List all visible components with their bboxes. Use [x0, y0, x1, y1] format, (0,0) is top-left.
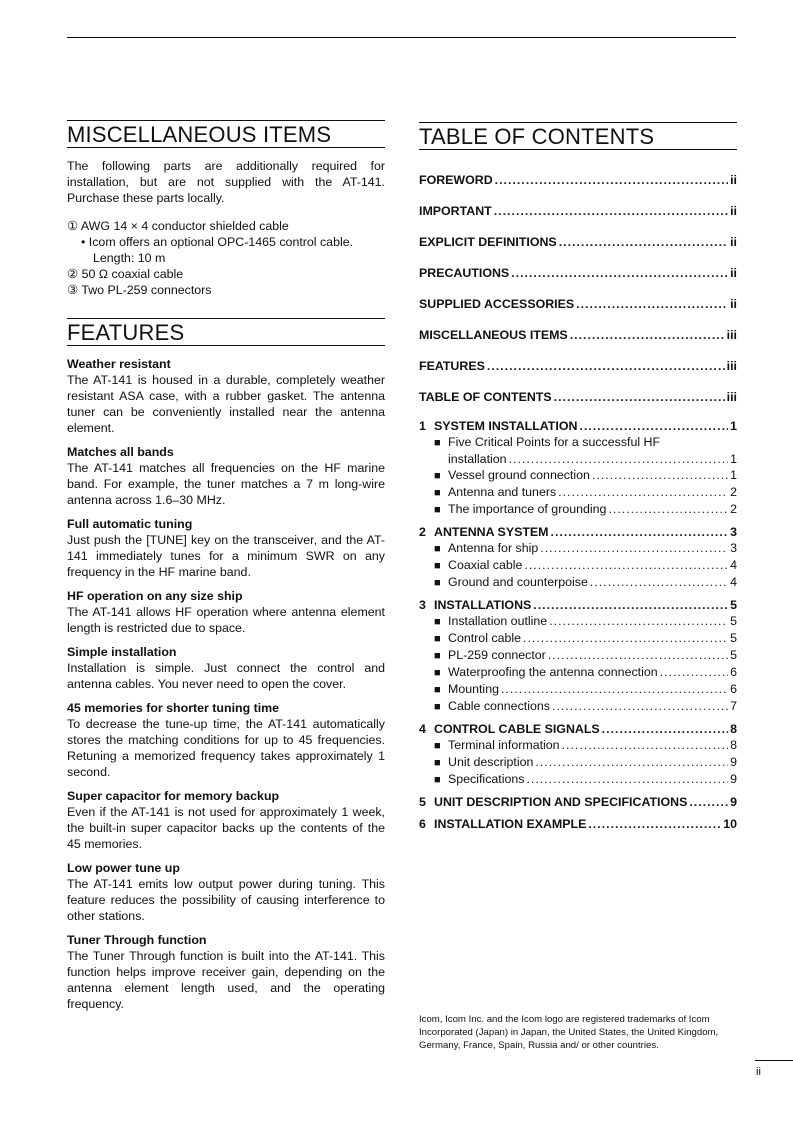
toc-section-title: UNIT DESCRIPTION AND SPECIFICATIONS — [434, 795, 688, 809]
toc-entry[interactable] — [419, 327, 737, 343]
toc-subentry[interactable] — [419, 557, 737, 574]
misc-item-text: Length: 10 m — [93, 251, 166, 265]
toc-subentry-page: 9 — [730, 772, 737, 786]
toc-subentry-label: installation — [448, 452, 507, 466]
misc-item-text: Two PL-259 connectors — [81, 283, 212, 297]
square-bullet-icon: ■ — [434, 757, 441, 769]
feature-heading: HF operation on any size ship — [67, 589, 243, 603]
toc-entry-page: ii — [730, 173, 737, 187]
toc-entry-label: TABLE OF CONTENTS — [419, 390, 552, 404]
toc-section-page: 1 — [730, 419, 737, 433]
toc-section-title: CONTROL CABLE SIGNALS — [434, 722, 600, 736]
feature-body: Even if the AT-141 is not used for approximately 1 week, the built-in super capacitor backs up the contents of the 45 memories. — [67, 805, 385, 851]
feature-heading: 45 memories for shorter tuning time — [67, 701, 280, 715]
misc-intro: The following parts are additionally required for installation, but are not supplied with the AT-141. Purchase these parts locally. — [67, 159, 385, 205]
features-title: FEATURES — [67, 318, 385, 346]
toc-subentry-label: The importance of grounding — [448, 502, 607, 516]
feature-body: The Tuner Through function is built into the AT-141. This function helps improve receiver gain, depending on the antenna element length used, and the operating frequency. — [67, 949, 385, 1011]
toc-entry[interactable] — [419, 296, 737, 312]
toc-section-number: 1 — [419, 419, 426, 433]
toc-leader-dots — [501, 681, 728, 697]
toc-entry-label: PRECAUTIONS — [419, 266, 510, 280]
footer-rule — [755, 1060, 793, 1061]
toc-leader-dots — [562, 737, 729, 753]
features-list — [67, 356, 385, 1012]
toc-subentry-label: Ground and counterpoise — [448, 575, 588, 589]
toc-entry-label: MISCELLANEOUS ITEMS — [419, 328, 568, 342]
toc-subentry-label: Waterproofing the antenna connection — [448, 665, 658, 679]
toc-entry-page: ii — [730, 235, 737, 249]
toc-section — [419, 721, 737, 788]
toc-leader-dots — [552, 698, 728, 714]
toc-subentry[interactable] — [419, 698, 737, 715]
toc-section-label — [419, 418, 577, 434]
misc-item-marker: ② — [67, 267, 79, 281]
toc-subentry-page: 9 — [730, 755, 737, 769]
toc-section-entry[interactable] — [419, 816, 737, 832]
toc-subentry[interactable] — [419, 574, 737, 591]
toc-subentry-page: 5 — [730, 614, 737, 628]
toc-title: TABLE OF CONTENTS — [419, 122, 737, 150]
square-bullet-icon: ■ — [434, 701, 441, 713]
toc-section-page: 3 — [730, 525, 737, 539]
toc-subentry-page: 2 — [730, 502, 737, 516]
toc-subentry[interactable] — [419, 737, 737, 754]
toc-entry[interactable] — [419, 265, 737, 281]
toc-section-entry[interactable] — [419, 418, 737, 434]
feature-body: The AT-141 matches all frequencies on the HF marine band. For example, the tuner matches a 7 m long-wire antenna across 1.6–30 MHz. — [67, 461, 385, 507]
toc-entry[interactable] — [419, 389, 737, 405]
toc-leader-dots — [602, 721, 728, 737]
misc-item-text: Icom offers an optional OPC-1465 control cable. — [88, 235, 354, 249]
toc-leader-dots — [494, 203, 728, 219]
toc-section-number: 3 — [419, 598, 426, 612]
toc-section — [419, 597, 737, 715]
toc-subentry[interactable] — [419, 434, 737, 451]
square-bullet-icon: ■ — [434, 684, 441, 696]
toc-entry-page: iii — [726, 390, 737, 404]
toc-subentry-label: Cable connections — [448, 699, 550, 713]
toc-subentry-label: Five Critical Points for a successful HF — [448, 435, 661, 449]
feature-heading: Weather resistant — [67, 357, 171, 371]
feature-item — [67, 860, 385, 924]
toc-subentry-page: 6 — [730, 665, 737, 679]
toc-subentry-label: Control cable — [448, 631, 522, 645]
toc-entry-label: IMPORTANT — [419, 204, 492, 218]
toc-section-label — [419, 721, 600, 737]
toc-subentry[interactable] — [419, 754, 737, 771]
misc-item-text: AWG 14 × 4 conductor shielded cable — [80, 219, 289, 233]
toc-entry-label: SUPPLIED ACCESSORIES — [419, 297, 575, 311]
toc-subentry-page: 4 — [730, 558, 737, 572]
toc-subentry-page: 5 — [730, 631, 737, 645]
toc-section-label — [419, 794, 687, 810]
toc-section-title: INSTALLATIONS — [434, 598, 532, 612]
toc-subentry[interactable] — [419, 681, 737, 698]
toc-leader-dots — [579, 418, 728, 434]
toc-entry-page: iii — [726, 359, 737, 373]
toc-section-number: 2 — [419, 525, 426, 539]
toc-section-page: 5 — [730, 598, 737, 612]
toc-leader-dots — [608, 501, 728, 517]
toc-section-page: 9 — [730, 795, 737, 809]
toc-section-entry[interactable] — [419, 524, 737, 540]
misc-title: MISCELLANEOUS ITEMS — [67, 120, 385, 148]
toc-leader-dots — [495, 172, 728, 188]
toc-leader-dots — [540, 540, 728, 556]
header-rule — [67, 37, 736, 38]
left-column — [67, 120, 385, 1020]
feature-item — [67, 932, 385, 1012]
toc-section-entry[interactable] — [419, 794, 737, 810]
toc-entry-page: ii — [730, 266, 737, 280]
toc-subentry-label: Unit description — [448, 755, 534, 769]
toc-subentry[interactable] — [419, 630, 737, 647]
toc-entry-label: EXPLICIT DEFINITIONS — [419, 235, 557, 249]
toc-subentry-label: PL-259 connector — [448, 648, 546, 662]
toc-subentry-label: Antenna for ship — [448, 541, 539, 555]
toc-leader-dots — [533, 597, 728, 613]
toc-leader-dots — [570, 327, 725, 343]
toc-section-entry[interactable] — [419, 597, 737, 613]
toc-leader-dots — [592, 467, 728, 483]
toc-leader-dots — [549, 613, 728, 629]
square-bullet-icon: ■ — [434, 504, 441, 516]
toc-subentry[interactable] — [419, 771, 737, 788]
toc-subentry-label: Antenna and tuners — [448, 485, 557, 499]
square-bullet-icon: ■ — [434, 740, 441, 752]
toc-leader-dots — [551, 524, 729, 540]
feature-heading: Tuner Through function — [67, 933, 207, 947]
misc-item-marker: ① — [67, 219, 79, 233]
toc-leader-dots — [487, 358, 725, 374]
square-bullet-icon: ■ — [434, 437, 441, 449]
feature-body: Installation is simple. Just connect the control and antenna cables. You never need to open the cover. — [67, 661, 385, 691]
misc-item — [67, 218, 385, 234]
toc-section-title: ANTENNA SYSTEM — [434, 525, 549, 539]
toc-section-number: 5 — [419, 795, 426, 809]
toc-subentry-continued[interactable] — [419, 451, 737, 467]
toc-subentry-label: Installation outline — [448, 614, 548, 628]
toc-leader-dots — [526, 771, 728, 787]
misc-item — [67, 282, 385, 298]
toc-subentry[interactable] — [419, 647, 737, 664]
square-bullet-icon: ■ — [434, 487, 441, 499]
toc-subentry-page: 7 — [730, 699, 737, 713]
toc-leader-dots — [554, 389, 725, 405]
toc-leader-dots — [588, 816, 721, 832]
feature-body: The AT-141 emits low output power during tuning. This feature reduces the possibility of causing interference to other stations. — [67, 877, 385, 923]
toc-leader-dots — [523, 630, 728, 646]
toc-subentry-label: Vessel ground connection — [448, 468, 590, 482]
toc-section — [419, 816, 737, 832]
toc-subentry-label: Coaxial cable — [448, 558, 523, 572]
table-of-contents — [419, 172, 737, 832]
toc-subentry-page: 1 — [730, 452, 737, 466]
square-bullet-icon: ■ — [434, 577, 441, 589]
right-column — [419, 122, 737, 838]
toc-leader-dots — [559, 234, 728, 250]
toc-subentry-label: Terminal information — [448, 738, 560, 752]
toc-leader-dots — [576, 296, 728, 312]
square-bullet-icon: ■ — [434, 650, 441, 662]
toc-entry-page: ii — [730, 297, 737, 311]
toc-entry-label: FOREWORD — [419, 173, 493, 187]
feature-item — [67, 700, 385, 780]
square-bullet-icon: ■ — [434, 774, 441, 786]
feature-heading: Matches all bands — [67, 445, 174, 459]
feature-body: Just push the [TUNE] key on the transceiver, and the AT-141 immediately tunes for a minimum SWR on any frequency in the HF marine band. — [67, 533, 385, 579]
feature-body: The AT-141 is housed in a durable, completely weather resistant ASA case, with a rubber gasket. The antenna tuner can be conveniently installed near the antenna element. — [67, 373, 385, 435]
misc-item — [67, 250, 385, 266]
toc-section-number: 6 — [419, 817, 426, 831]
toc-subentry[interactable] — [419, 501, 737, 518]
toc-leader-dots — [548, 647, 728, 663]
square-bullet-icon: ■ — [434, 633, 441, 645]
toc-leader-dots — [535, 754, 728, 770]
toc-subentry-page: 6 — [730, 682, 737, 696]
toc-section-number: 4 — [419, 722, 426, 736]
toc-subentry-page: 4 — [730, 575, 737, 589]
misc-item — [67, 266, 385, 282]
toc-leader-dots — [511, 265, 728, 281]
toc-subentry[interactable] — [419, 664, 737, 681]
square-bullet-icon: ■ — [434, 560, 441, 572]
toc-subentry-page: 5 — [730, 648, 737, 662]
feature-item — [67, 588, 385, 636]
toc-leader-dots — [689, 794, 728, 810]
toc-section — [419, 794, 737, 810]
toc-section-entry[interactable] — [419, 721, 737, 737]
toc-section-label — [419, 816, 586, 832]
toc-section-label — [419, 524, 549, 540]
feature-item — [67, 516, 385, 580]
toc-leader-dots — [524, 557, 728, 573]
trademark-notice: Icom, Icom Inc. and the Icom logo are registered trademarks of Icom Incorporated (Japan) in Japan, the United States, the United Kingdom, Germany, France, Spain, Russia and/ or other countries. — [419, 1014, 719, 1051]
toc-subentry-page: 1 — [730, 468, 737, 482]
misc-item-marker: • — [81, 235, 86, 249]
misc-item — [67, 234, 385, 250]
toc-subentry-page: 2 — [730, 485, 737, 499]
feature-item — [67, 788, 385, 852]
toc-section — [419, 418, 737, 518]
toc-entry[interactable] — [419, 203, 737, 219]
square-bullet-icon: ■ — [434, 470, 441, 482]
toc-entry-page: ii — [730, 204, 737, 218]
toc-section — [419, 524, 737, 591]
toc-section-title: INSTALLATION EXAMPLE — [434, 817, 587, 831]
toc-subentry-label: Mounting — [448, 682, 499, 696]
square-bullet-icon: ■ — [434, 543, 441, 555]
toc-entry-label: FEATURES — [419, 359, 485, 373]
square-bullet-icon: ■ — [434, 616, 441, 628]
toc-subentry[interactable] — [419, 484, 737, 501]
feature-item — [67, 644, 385, 692]
square-bullet-icon: ■ — [434, 667, 441, 679]
toc-leader-dots — [590, 574, 728, 590]
toc-entry-page: iii — [726, 328, 737, 342]
toc-subentry[interactable] — [419, 613, 737, 630]
toc-section-page: 8 — [730, 722, 737, 736]
feature-heading: Simple installation — [67, 645, 177, 659]
feature-item — [67, 356, 385, 436]
toc-section-title: SYSTEM INSTALLATION — [434, 419, 578, 433]
misc-item-text: 50 Ω coaxial cable — [81, 267, 184, 281]
toc-subentry-page: 8 — [730, 738, 737, 752]
toc-leader-dots — [660, 664, 728, 680]
toc-section-label — [419, 597, 531, 613]
toc-leader-dots — [509, 451, 729, 467]
page-number: ii — [756, 1066, 761, 1078]
misc-item-marker: ③ — [67, 283, 79, 297]
toc-section-page: 10 — [723, 817, 737, 831]
misc-list — [67, 218, 385, 298]
toc-subentry[interactable] — [419, 467, 737, 484]
toc-subentry-label: Specifications — [448, 772, 525, 786]
toc-subentry-page: 3 — [730, 541, 737, 555]
feature-body: To decrease the tune-up time, the AT-141 automatically stores the matching conditions for up to 45 frequencies. Retuning a memorized frequency takes approximately 1 second. — [67, 717, 385, 779]
toc-leader-dots — [558, 484, 728, 500]
feature-heading: Full automatic tuning — [67, 517, 193, 531]
toc-entry[interactable] — [419, 172, 737, 188]
toc-entry[interactable] — [419, 234, 737, 250]
feature-item — [67, 444, 385, 508]
toc-subentry[interactable] — [419, 540, 737, 557]
feature-heading: Super capacitor for memory backup — [67, 789, 280, 803]
feature-body: The AT-141 allows HF operation where antenna element length is restricted due to space. — [67, 605, 385, 635]
toc-entry[interactable] — [419, 358, 737, 374]
feature-heading: Low power tune up — [67, 861, 180, 875]
